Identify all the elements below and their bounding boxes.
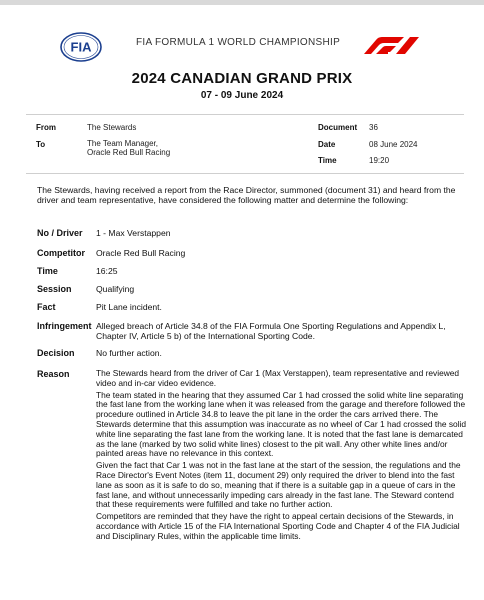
fia-logo-text: FIA bbox=[70, 39, 92, 55]
row-label: Fact bbox=[37, 302, 56, 312]
time-value: 19:20 bbox=[369, 156, 390, 165]
row-label: Decision bbox=[37, 348, 75, 358]
row-value: Qualifying bbox=[96, 284, 135, 294]
intro-paragraph: The Stewards, having received a report from the Race Director, summoned (document 31) and heard from the driver and team representative, have considered the following matter and determine the following: bbox=[37, 185, 456, 205]
from-value: The Stewards bbox=[87, 123, 137, 132]
row-label: Session bbox=[37, 284, 72, 294]
to-value-line1: The Team Manager, bbox=[87, 139, 159, 148]
row-label: Time bbox=[37, 266, 58, 276]
fia-logo-icon bbox=[60, 32, 102, 62]
document-meta bbox=[26, 114, 464, 174]
from-label: From bbox=[36, 123, 56, 132]
document-header bbox=[0, 24, 484, 64]
reason-label: Reason bbox=[37, 369, 70, 379]
date-value: 08 June 2024 bbox=[369, 140, 418, 149]
reason-paragraph: The Stewards heard from the driver of Car 1 (Max Verstappen), team representative and reviewed video and in-car video evidence. bbox=[96, 368, 460, 388]
reason-paragraph: The team stated in the hearing that they assumed Car 1 had crossed the solid white line separating the fast lane from the working lane when it was released from the garage and therefore followed the procedure outlined in Article 34.8 to leave the pit lane in the order the cars arrived there. The Stewards determine that this assumption was inaccurate as no wheel of Car 1 had crossed the solid white line separating the fast lane from the working lane. It is noted that the fast lane is demarcated as the lane (marked by two solid white lines) closest to the pit wall. Any other white lines and/or painted areas have no relevance in this context. bbox=[96, 389, 467, 459]
row-label: Infringement bbox=[37, 321, 92, 331]
row-value: Pit Lane incident. bbox=[96, 302, 162, 312]
row-label: Competitor bbox=[37, 248, 85, 258]
row-value: 16:25 bbox=[96, 266, 118, 276]
row-value: 1 - Max Verstappen bbox=[96, 228, 171, 238]
reason-paragraph: Given the fact that Car 1 was not in the fast lane at the start of the session, the regulations and the Race Director's Event Notes (item 11, document 29) only required the driver to blend into the fast lane as soon as it is safe to do so, meaning that if there is a suitable gap in a queue of cars in the fast lane, and without unnecessarily impeding cars already in the fast lane. The Steward contend that these requirements were fulfilled and take no further action. bbox=[96, 460, 461, 510]
document-value: 36 bbox=[369, 123, 378, 132]
top-bar bbox=[0, 0, 484, 5]
row-value: Oracle Red Bull Racing bbox=[96, 248, 186, 258]
championship-name: FIA FORMULA 1 WORLD CHAMPIONSHIP bbox=[136, 37, 341, 48]
to-value-line2: Oracle Red Bull Racing bbox=[87, 148, 171, 157]
page-title: 2024 CANADIAN GRAND PRIX bbox=[131, 70, 353, 87]
row-value: Alleged breach of Article 34.8 of the FIA Formula One Sporting Regulations and Appendix L, Chapter IV, Article 5 b) of the International Sporting Code. bbox=[96, 321, 446, 341]
document-label: Document bbox=[318, 123, 358, 132]
reason-body bbox=[96, 369, 470, 544]
date-label: Date bbox=[318, 140, 336, 149]
f1-logo-icon bbox=[362, 34, 422, 56]
to-label: To bbox=[36, 140, 46, 149]
time-label: Time bbox=[318, 156, 337, 165]
reason-paragraph: Competitors are reminded that they have the right to appeal certain decisions of the Stewards, in accordance with Article 15 of the FIA International Sporting Code and Chapter 4 of the FIA Judicial and Disciplinary Rules, within the applicable time limits. bbox=[96, 511, 460, 541]
row-label: No / Driver bbox=[37, 228, 83, 238]
row-value: No further action. bbox=[96, 348, 162, 358]
event-dates: 07 - 09 June 2024 bbox=[200, 90, 284, 101]
